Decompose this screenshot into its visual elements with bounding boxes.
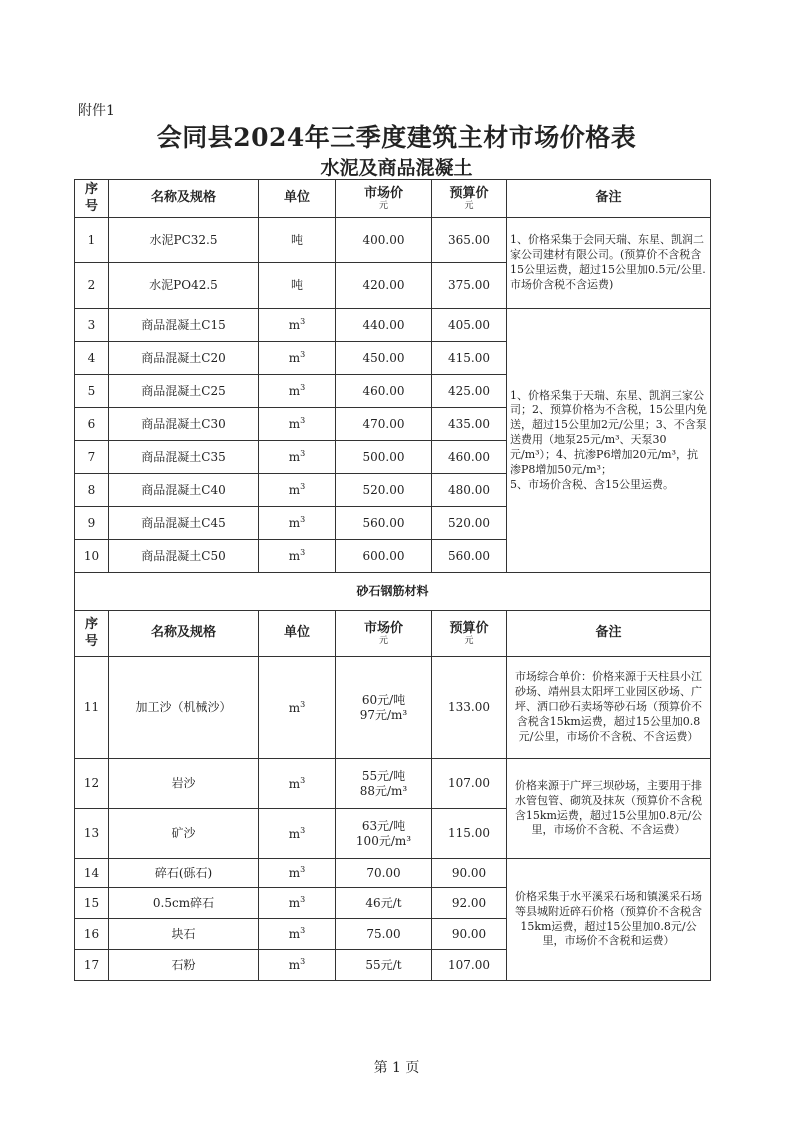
cell-unit: $m^3$ xyxy=(259,919,336,950)
header-note: 备注 xyxy=(507,611,711,657)
table-row xyxy=(75,218,711,263)
header-seq: 序 号 xyxy=(75,180,109,218)
cell-budget: 520.00 xyxy=(432,507,507,540)
cell-market: 450.00 xyxy=(336,342,432,375)
cell-market: 75.00 xyxy=(336,919,432,950)
cell-market: 520.00 xyxy=(336,474,432,507)
cell-budget: 415.00 xyxy=(432,342,507,375)
cell-unit: $m^3$ xyxy=(259,375,336,408)
cell-name: 商品混凝土C35 xyxy=(109,441,259,474)
cell-seq: 17 xyxy=(75,950,109,981)
cell-budget: 425.00 xyxy=(432,375,507,408)
cell-unit: $m^3$ xyxy=(259,309,336,342)
cell-name: 商品混凝土C25 xyxy=(109,375,259,408)
cell-seq: 6 xyxy=(75,408,109,441)
cell-budget: 480.00 xyxy=(432,474,507,507)
cell-unit: $m^3$ xyxy=(259,950,336,981)
cell-name: 水泥PO42.5 xyxy=(109,263,259,309)
cell-seq: 9 xyxy=(75,507,109,540)
header-unit: 单位 xyxy=(259,611,336,657)
table-header-row xyxy=(75,611,711,657)
cell-name: 石粉 xyxy=(109,950,259,981)
cell-market: 400.00 xyxy=(336,218,432,263)
header-budget-price: 预算价 元 xyxy=(432,180,507,218)
cell-seq: 11 xyxy=(75,657,109,759)
header-unit: 单位 xyxy=(259,180,336,218)
cell-budget: 92.00 xyxy=(432,888,507,919)
page-number: 第 1 页 xyxy=(373,1060,420,1076)
cell-budget: 90.00 xyxy=(432,859,507,888)
cell-unit: $m^3$ xyxy=(259,809,336,859)
cell-budget: 107.00 xyxy=(432,950,507,981)
cell-seq: 4 xyxy=(75,342,109,375)
cell-market: 500.00 xyxy=(336,441,432,474)
cell-market: 55元/吨 88元/m³ xyxy=(336,759,432,809)
cell-market: 600.00 xyxy=(336,540,432,573)
cell-market: 60元/吨 97元/m³ xyxy=(336,657,432,759)
cell-name: 碎石(砾石) xyxy=(109,859,259,888)
cell-unit: $m^3$ xyxy=(259,507,336,540)
section-title-sand-steel: 砂石钢筋材料 xyxy=(75,573,711,611)
cell-name: 商品混凝土C40 xyxy=(109,474,259,507)
cell-budget: 115.00 xyxy=(432,809,507,859)
note-row-12-13: 价格来源于广坪三坝砂场，主要用于排水管包管、砌筑及抹灰（预算价不含税含15km运费，超过15公里加0.8元/公里，市场价不含税、不含运费） xyxy=(507,759,711,859)
cell-name: 0.5cm碎石 xyxy=(109,888,259,919)
cell-seq: 1 xyxy=(75,218,109,263)
cell-market: 55元/t xyxy=(336,950,432,981)
cell-name: 商品混凝土C50 xyxy=(109,540,259,573)
document-title: 会同县2024年三季度建筑主材市场价格表 xyxy=(156,123,637,152)
cell-unit: $m^3$ xyxy=(259,408,336,441)
cell-unit: $m^3$ xyxy=(259,657,336,759)
table-row xyxy=(75,657,711,759)
cell-seq: 10 xyxy=(75,540,109,573)
cell-seq: 12 xyxy=(75,759,109,809)
cell-seq: 15 xyxy=(75,888,109,919)
table-header-row xyxy=(75,180,711,218)
cell-name: 加工沙（机械沙） xyxy=(109,657,259,759)
cell-market: 46元/t xyxy=(336,888,432,919)
cell-seq: 7 xyxy=(75,441,109,474)
attachment-label: 附件1 xyxy=(78,103,115,119)
cell-name: 商品混凝土C20 xyxy=(109,342,259,375)
cell-name: 商品混凝土C45 xyxy=(109,507,259,540)
cell-name: 水泥PC32.5 xyxy=(109,218,259,263)
cell-market: 470.00 xyxy=(336,408,432,441)
section-title-cement: 水泥及商品混凝土 xyxy=(320,157,473,179)
cell-unit: $m^3$ xyxy=(259,859,336,888)
header-note: 备注 xyxy=(507,180,711,218)
cell-budget: 90.00 xyxy=(432,919,507,950)
cell-budget: 560.00 xyxy=(432,540,507,573)
cell-seq: 14 xyxy=(75,859,109,888)
cell-budget: 405.00 xyxy=(432,309,507,342)
cement-note: 1、价格采集于会同天瑞、东星、凯润二家公司建材有限公司。(预算价不含税含15公里运费，超过15公里加0.5元/公里.市场价含税不含运费) xyxy=(507,218,711,309)
header-name: 名称及规格 xyxy=(109,180,259,218)
cell-seq: 16 xyxy=(75,919,109,950)
cell-budget: 133.00 xyxy=(432,657,507,759)
table-row xyxy=(75,859,711,888)
cell-market: 420.00 xyxy=(336,263,432,309)
header-market-price: 市场价 元 xyxy=(336,611,432,657)
cell-seq: 2 xyxy=(75,263,109,309)
cell-name: 商品混凝土C15 xyxy=(109,309,259,342)
cell-seq: 13 xyxy=(75,809,109,859)
cell-unit: $m^3$ xyxy=(259,759,336,809)
header-market-price: 市场价 元 xyxy=(336,180,432,218)
cell-budget: 460.00 xyxy=(432,441,507,474)
cell-unit: $m^3$ xyxy=(259,540,336,573)
cell-seq: 3 xyxy=(75,309,109,342)
table-row xyxy=(75,309,711,342)
cell-name: 块石 xyxy=(109,919,259,950)
stone-note: 价格采集于水平溪采石场和镇溪采石场等县城附近碎石价格（预算价不含税含15km运费，超过15公里加0.8元/公里，市场价不含税和运费） xyxy=(507,859,711,981)
cell-market: 63元/吨 100元/m³ xyxy=(336,809,432,859)
cell-unit: 吨 xyxy=(259,218,336,263)
concrete-note: 1、价格采集于天瑞、东星、凯润三家公司；2、预算价格为不含税，15公里内免送，超过15公里加2元/公里；3、不含泵送费用（地泵25元/m³、天泵30元/m³）；4、抗渗P6增加20元/m³，抗渗P8增加50元/m³； 5、市场价含税、含15公里运费。 xyxy=(507,309,711,573)
cell-name: 岩沙 xyxy=(109,759,259,809)
table-row xyxy=(75,759,711,809)
cell-name: 商品混凝土C30 xyxy=(109,408,259,441)
cell-market: 440.00 xyxy=(336,309,432,342)
cell-unit: $m^3$ xyxy=(259,441,336,474)
cell-name: 矿沙 xyxy=(109,809,259,859)
cell-seq: 5 xyxy=(75,375,109,408)
cell-budget: 375.00 xyxy=(432,263,507,309)
price-table xyxy=(74,179,717,981)
cell-market: 560.00 xyxy=(336,507,432,540)
cell-budget: 107.00 xyxy=(432,759,507,809)
note-row-11: 市场综合单价：价格来源于天柱县小江砂场、靖州县太阳坪工业园区砂场、广坪、洒口砂石卖场等砂石场（预算价不含税含15km运费，超过15公里加0.8元/公里，市场价不含税、不含运费） xyxy=(507,657,711,759)
cell-unit: $m^3$ xyxy=(259,888,336,919)
cell-unit: $m^3$ xyxy=(259,474,336,507)
cell-market: 70.00 xyxy=(336,859,432,888)
cell-seq: 8 xyxy=(75,474,109,507)
header-seq: 序 号 xyxy=(75,611,109,657)
cell-unit: $m^3$ xyxy=(259,342,336,375)
cell-budget: 435.00 xyxy=(432,408,507,441)
cell-market: 460.00 xyxy=(336,375,432,408)
header-name: 名称及规格 xyxy=(109,611,259,657)
cell-budget: 365.00 xyxy=(432,218,507,263)
cell-unit: 吨 xyxy=(259,263,336,309)
section-row xyxy=(75,573,711,611)
header-budget-price: 预算价 元 xyxy=(432,611,507,657)
